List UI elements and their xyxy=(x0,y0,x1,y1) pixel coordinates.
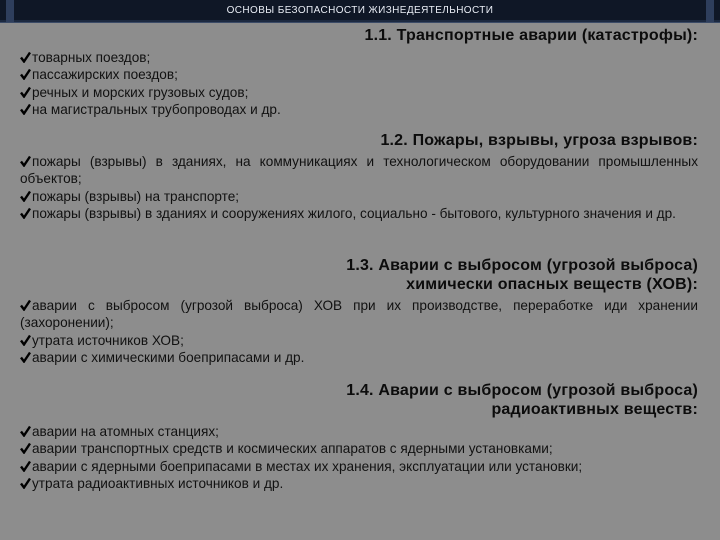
checkmark-bullet-icon xyxy=(20,460,31,472)
list-item: пожары (взрывы) в зданиях и сооружениях жилого, социально - бытового, культурного значения и др. xyxy=(20,205,698,222)
list-item: товарных поездов; xyxy=(20,49,698,66)
header-title: ОСНОВЫ БЕЗОПАСНОСТИ ЖИЗНЕДЕЯТЕЛЬНОСТИ xyxy=(226,5,494,16)
checkmark-bullet-icon xyxy=(20,207,31,219)
list-item: на магистральных трубопроводах и др. xyxy=(20,101,698,118)
list-item: аварии с ядерными боеприпасами в местах их хранения, эксплуатации или установки; xyxy=(20,458,698,475)
list-item: аварии с химическими боеприпасами и др. xyxy=(20,349,698,366)
checkmark-bullet-icon xyxy=(20,103,31,115)
checkmark-bullet-icon xyxy=(20,155,31,167)
checkmark-bullet-icon xyxy=(20,351,31,363)
checkmark-bullet-icon xyxy=(20,425,31,437)
section-heading: 1.2. Пожары, взрывы, угроза взрывов: xyxy=(380,132,698,149)
list-item: утрата источников ХОВ; xyxy=(20,332,698,349)
section-heading xyxy=(20,381,698,419)
item-list xyxy=(20,423,698,493)
list-item: пассажирских поездов; xyxy=(20,66,698,83)
section-heading-line: 1.3. Аварии с выбросом (угрозой выброса) xyxy=(346,257,698,274)
list-item: пожары (взрывы) в зданиях, на коммуникациях и технологическом оборудовании промышленных объектов; xyxy=(20,154,698,187)
list-item: пожары (взрывы) на транспорте; xyxy=(20,188,698,205)
section-radioactive-release xyxy=(20,381,698,493)
checkmark-bullet-icon xyxy=(20,68,31,80)
checkmark-bullet-icon xyxy=(20,442,31,454)
section-fires-explosions xyxy=(20,131,698,223)
item-list xyxy=(20,49,698,119)
section-heading-line: химически опасных веществ (ХОВ): xyxy=(406,276,698,293)
checkmark-bullet-icon xyxy=(20,190,31,202)
section-chemical-release xyxy=(20,256,698,367)
list-item: аварии транспортных средств и космических аппаратов с ядерными установками; xyxy=(20,440,698,457)
section-heading-line: радиоактивных веществ: xyxy=(491,401,698,418)
section-heading-line: 1.4. Аварии с выбросом (угрозой выброса) xyxy=(346,382,698,399)
section-heading xyxy=(20,256,698,294)
checkmark-bullet-icon xyxy=(20,86,31,98)
list-item: речных и морских грузовых судов; xyxy=(20,84,698,101)
section-transport-accidents xyxy=(20,26,698,119)
section-heading: 1.1. Транспортные аварии (катастрофы): xyxy=(364,27,698,44)
list-item: аварии с выбросом (угрозой выброса) ХОВ при их производстве, переработке иди хранении (захоронении); xyxy=(20,298,698,331)
list-item: аварии на атомных станциях; xyxy=(20,423,698,440)
checkmark-bullet-icon xyxy=(20,299,31,311)
list-item: утрата радиоактивных источников и др. xyxy=(20,475,698,492)
checkmark-bullet-icon xyxy=(20,51,31,63)
header-decoration-right xyxy=(706,0,714,22)
item-list xyxy=(20,297,698,367)
checkmark-bullet-icon xyxy=(20,477,31,489)
item-list xyxy=(20,153,698,223)
header-bar xyxy=(0,0,720,23)
checkmark-bullet-icon xyxy=(20,334,31,346)
